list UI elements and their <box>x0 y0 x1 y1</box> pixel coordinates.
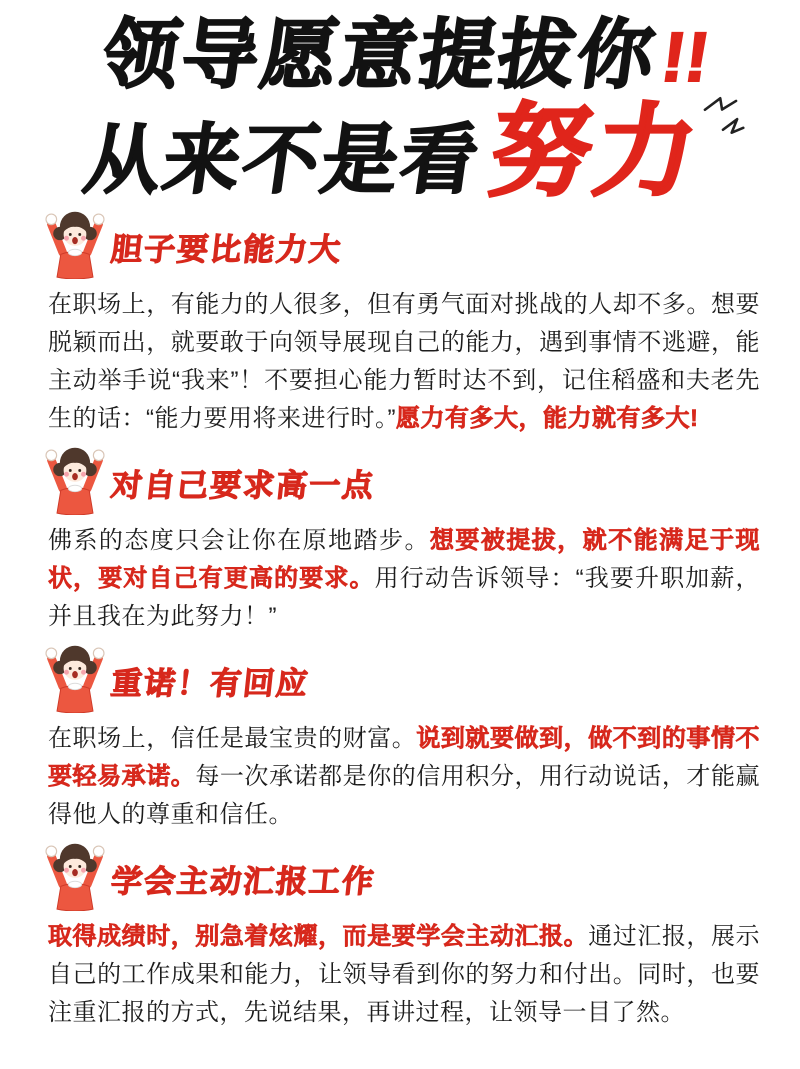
section-heading: 胆子要比能力大 <box>109 232 345 268</box>
body-text: 通过汇报，展示自己的工作成果和能力，让领导看到你的努力和付出。同时，也要注重汇报的方式，先说结果，再讲过程，让领导一目了然。 <box>48 922 761 1026</box>
section-paragraph <box>48 720 760 834</box>
cheering-person-icon <box>44 207 106 279</box>
double-exclamation-mark: !! <box>656 18 715 96</box>
body-text: 每一次承诺都是你的信用积分，用行动说话，才能赢得他人的尊重和信任。 <box>48 762 761 828</box>
section-demand-more <box>44 440 760 636</box>
section-paragraph <box>48 918 760 1032</box>
highlight-text: 愿力有多大，能力就有多大! <box>395 404 699 432</box>
title-line-2 <box>0 95 800 208</box>
title-text-main: 领导愿意提拔你 <box>97 13 663 98</box>
title-block <box>0 0 800 208</box>
zigzag-mark-icon <box>698 93 755 146</box>
section-heading: 学会主动汇报工作 <box>109 864 378 900</box>
section-header <box>44 638 760 716</box>
body-text: 用行动告诉领导：“我要升职加薪，并且我在为此努力！” <box>48 564 760 630</box>
section-header <box>44 204 760 282</box>
body-text: 佛系的态度只会让你在原地踏步。 <box>48 526 430 554</box>
section-heading: 对自己要求高一点 <box>109 468 378 504</box>
section-report-work <box>44 836 760 1032</box>
title-line-1 <box>1 13 800 98</box>
highlight-text: 说到就要做到，做不到的事情不要轻易承诺。 <box>48 724 761 790</box>
section-paragraph <box>48 286 760 438</box>
section-heading: 重诺！有回应 <box>109 666 312 702</box>
section-dare <box>44 204 760 438</box>
section-header <box>44 440 760 518</box>
section-header <box>44 836 760 914</box>
section-paragraph <box>48 522 760 636</box>
cheering-person-icon <box>44 443 106 515</box>
title-text-red-emphasis: 努力 <box>483 95 708 208</box>
body-text: 在职场上，有能力的人很多，但有勇气面对挑战的人却不多。想要脱颖而出，就要敢于向领导展现自己的能力，遇到事情不逃避，能主动举手说“我来”！不要担心能力暂时达不到，记住稻盛和夫老先生的话：“能力要用将来进行时。” <box>48 290 760 432</box>
section-keep-promises <box>44 638 760 834</box>
body-text: 在职场上，信任是最宝贵的财富。 <box>48 724 417 752</box>
highlight-text: 想要被提拔，就不能满足于现状，要对自己有更高的要求。 <box>48 526 761 592</box>
title-text-black: 从来不是看 <box>79 117 487 203</box>
highlight-text: 取得成绩时，别急着炫耀，而是要学会主动汇报。 <box>48 922 589 950</box>
cheering-person-icon <box>44 641 106 713</box>
cheering-person-icon <box>44 839 106 911</box>
content <box>0 204 800 1032</box>
